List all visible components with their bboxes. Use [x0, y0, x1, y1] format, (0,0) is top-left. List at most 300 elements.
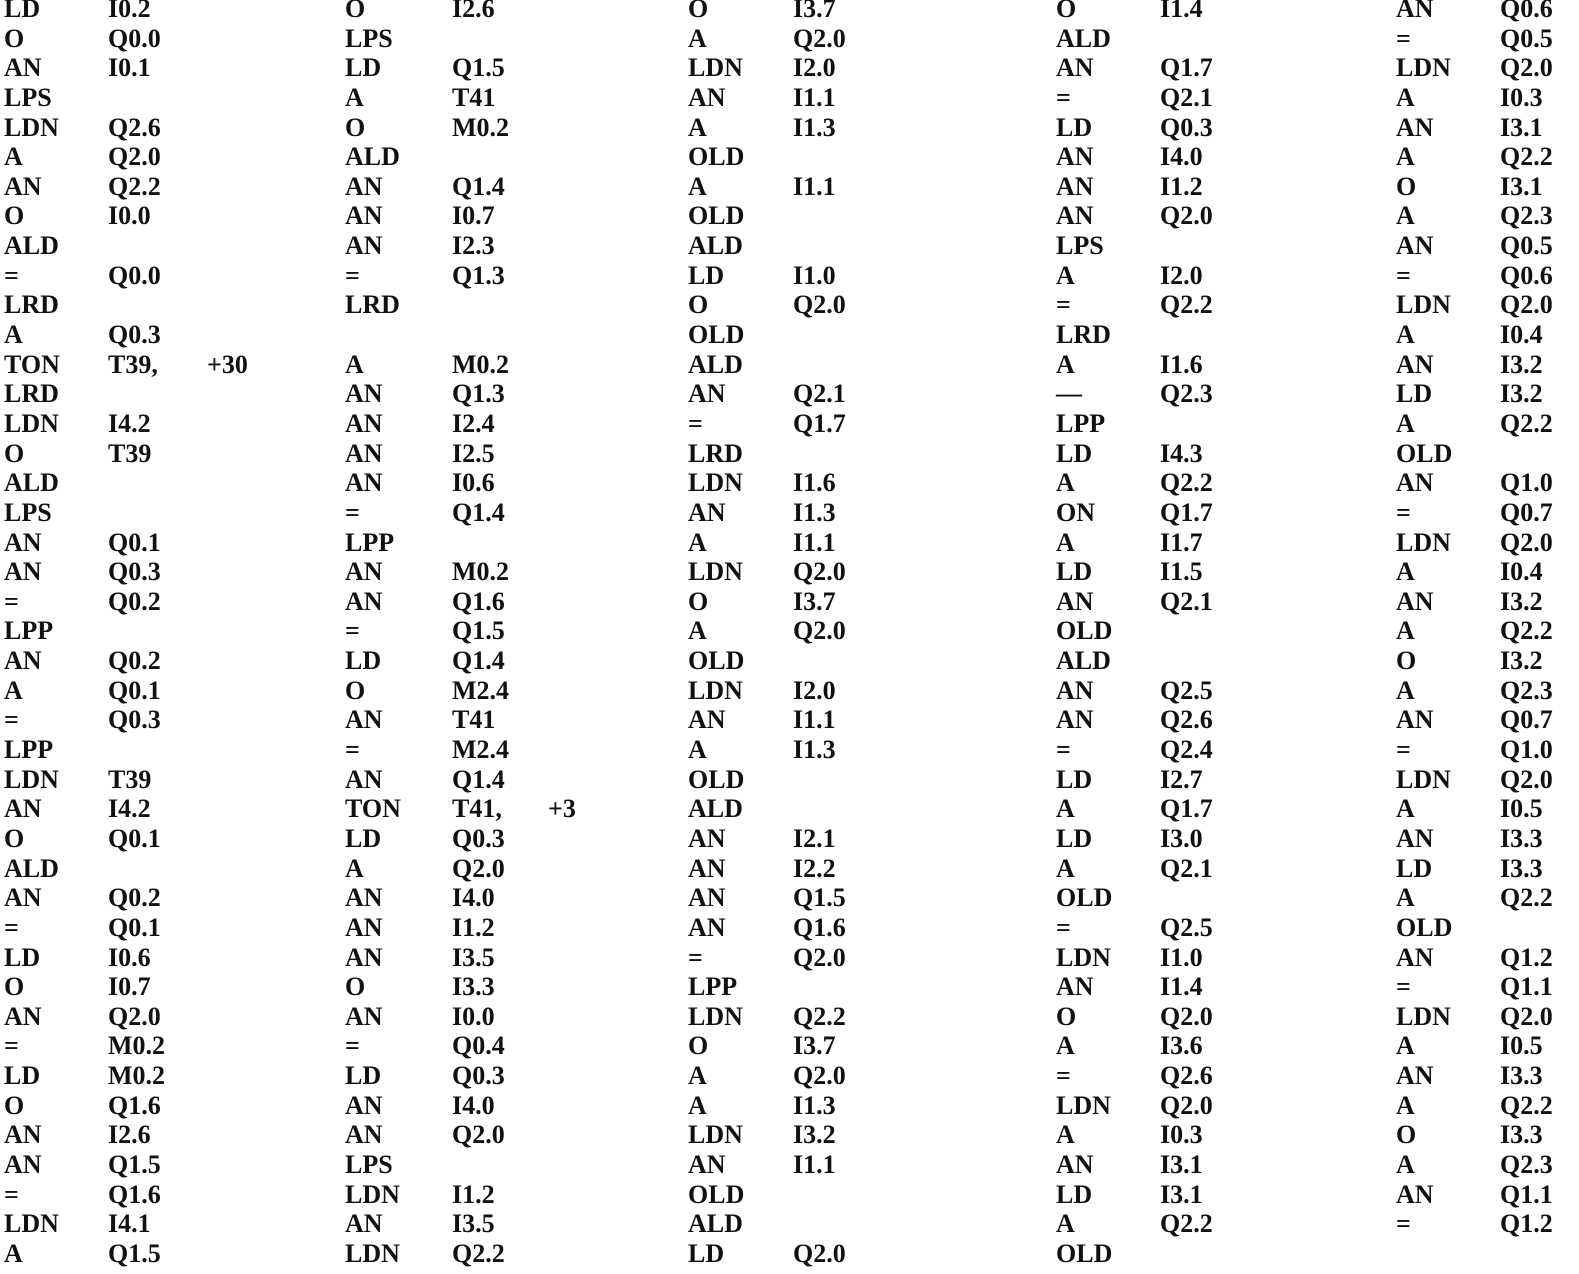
- instruction-mnemonic: AN: [1396, 231, 1434, 261]
- instruction-operand: I0.4: [1500, 320, 1543, 350]
- instruction-mnemonic: AN: [4, 557, 42, 587]
- instruction-operand: I3.1: [1500, 171, 1543, 201]
- instruction-mnemonic: =: [1396, 735, 1411, 765]
- instruction-operand: Q1.2: [1500, 942, 1553, 972]
- instruction-operand: Q1.3: [452, 260, 505, 290]
- instruction-mnemonic: ALD: [4, 468, 59, 498]
- instruction-mnemonic: AN: [1396, 349, 1434, 379]
- instruction-mnemonic: A: [1396, 794, 1415, 824]
- instruction-mnemonic: AN: [1396, 705, 1434, 735]
- instruction-mnemonic: A: [1396, 883, 1415, 913]
- instruction-operand: M0.2: [108, 1061, 166, 1091]
- instruction-operand: T41: [452, 705, 496, 735]
- instruction-operand: Q1.4: [452, 497, 505, 527]
- instruction-mnemonic: ALD: [688, 794, 743, 824]
- instruction-operand: I3.2: [793, 1120, 836, 1150]
- instruction-mnemonic: AN: [688, 1149, 726, 1179]
- instruction-mnemonic: OLD: [1056, 883, 1113, 913]
- instruction-operand: I1.3: [793, 1090, 836, 1120]
- instruction-mnemonic: A: [345, 349, 364, 379]
- instruction-mnemonic: ON: [1056, 497, 1095, 527]
- instruction-mnemonic: LDN: [1396, 527, 1451, 557]
- instruction-operand: I3.2: [1500, 646, 1543, 676]
- instruction-operand: I4.2: [108, 408, 151, 438]
- instruction-operand: Q1.7: [793, 408, 846, 438]
- instruction-mnemonic: A: [4, 1238, 23, 1268]
- instruction-operand: I2.6: [452, 0, 495, 23]
- instruction-mnemonic: =: [1056, 290, 1071, 320]
- instruction-mnemonic: LD: [1056, 557, 1093, 587]
- instruction-mnemonic: AN: [4, 883, 42, 913]
- instruction-operand: Q0.3: [108, 705, 161, 735]
- instruction-operand: I0.7: [452, 201, 495, 231]
- instruction-mnemonic: A: [4, 320, 23, 350]
- instruction-operand: Q2.2: [1500, 616, 1553, 646]
- instruction-operand: M2.4: [452, 735, 510, 765]
- instruction-mnemonic: ALD: [1056, 23, 1111, 53]
- instruction-mnemonic: AN: [688, 883, 726, 913]
- instruction-operand: Q0.6: [1500, 260, 1553, 290]
- instruction-mnemonic: A: [1056, 349, 1075, 379]
- instruction-mnemonic: O: [345, 675, 366, 705]
- instruction-mnemonic: O: [345, 112, 366, 142]
- instruction-mnemonic: OLD: [1056, 616, 1113, 646]
- instruction-operand: Q2.1: [793, 379, 846, 409]
- instruction-operand: I4.1: [108, 1209, 151, 1239]
- instruction-mnemonic: A: [1056, 468, 1075, 498]
- instruction-mnemonic: AN: [345, 1001, 383, 1031]
- instruction-mnemonic: =: [688, 408, 703, 438]
- instruction-mnemonic: AN: [688, 853, 726, 883]
- instruction-operand: I3.3: [1500, 823, 1543, 853]
- instruction-mnemonic: ALD: [1056, 646, 1111, 676]
- instruction-mnemonic: AN: [1056, 972, 1094, 1002]
- instruction-operand: Q2.1: [1160, 82, 1213, 112]
- instruction-mnemonic: A: [688, 1061, 707, 1091]
- instruction-mnemonic: =: [4, 912, 19, 942]
- instruction-operand: I1.2: [1160, 171, 1203, 201]
- instruction-operand: Q2.2: [1160, 1209, 1213, 1239]
- instruction-operand: Q1.5: [452, 616, 505, 646]
- instruction-mnemonic: LD: [345, 1061, 382, 1091]
- instruction-mnemonic: LDN: [1056, 942, 1111, 972]
- instruction-operand: Q0.3: [108, 557, 161, 587]
- instruction-operand: I3.1: [1500, 112, 1543, 142]
- instruction-operand: Q1.7: [1160, 53, 1213, 83]
- instruction-mnemonic: A: [688, 616, 707, 646]
- instruction-operand: Q1.4: [452, 764, 505, 794]
- instruction-mnemonic: O: [688, 0, 709, 23]
- instruction-mnemonic: LDN: [345, 1238, 400, 1268]
- instruction-mnemonic: A: [1396, 1031, 1415, 1061]
- instruction-mnemonic: A: [1056, 794, 1075, 824]
- instruction-operand: Q2.0: [1500, 1001, 1553, 1031]
- instruction-operand: I3.7: [793, 586, 836, 616]
- instruction-operand: I1.2: [452, 912, 495, 942]
- instruction-mnemonic: =: [4, 260, 19, 290]
- instruction-mnemonic: AN: [345, 171, 383, 201]
- instruction-operand: Q2.0: [1500, 764, 1553, 794]
- instruction-mnemonic: LDN: [688, 1001, 743, 1031]
- instruction-mnemonic: =: [4, 586, 19, 616]
- instruction-mnemonic: LD: [1396, 853, 1433, 883]
- instruction-operand: Q2.3: [1160, 379, 1213, 409]
- instruction-mnemonic: A: [1056, 853, 1075, 883]
- instruction-mnemonic: LRD: [4, 290, 59, 320]
- instruction-operand: Q0.3: [108, 320, 161, 350]
- instruction-operand: Q2.0: [452, 1120, 505, 1150]
- instruction-mnemonic: O: [688, 1031, 709, 1061]
- instruction-mnemonic: LPP: [4, 735, 54, 765]
- instruction-operand: Q2.0: [1160, 201, 1213, 231]
- instruction-operand: I0.5: [1500, 794, 1543, 824]
- instruction-operand: I1.1: [793, 171, 836, 201]
- instruction-operand: I2.1: [793, 823, 836, 853]
- instruction-mnemonic: =: [345, 616, 360, 646]
- instruction-mnemonic: LD: [1396, 379, 1433, 409]
- instruction-operand: Q2.2: [108, 171, 161, 201]
- instruction-operand: I0.5: [1500, 1031, 1543, 1061]
- instruction-operand: I0.7: [108, 972, 151, 1002]
- instruction-operand: Q2.5: [1160, 912, 1213, 942]
- instruction-mnemonic: LD: [4, 0, 41, 23]
- instruction-operand: I3.5: [452, 1209, 495, 1239]
- instruction-mnemonic: AN: [1396, 942, 1434, 972]
- instruction-operand: I2.0: [1160, 260, 1203, 290]
- instruction-operand: Q2.5: [1160, 675, 1213, 705]
- instruction-mnemonic: LDN: [688, 1120, 743, 1150]
- instruction-mnemonic: =: [1056, 1061, 1071, 1091]
- instruction-operand: Q1.5: [108, 1149, 161, 1179]
- instruction-mnemonic: OLD: [688, 646, 745, 676]
- instruction-mnemonic: AN: [4, 794, 42, 824]
- instruction-mnemonic: AN: [1056, 675, 1094, 705]
- instruction-mnemonic: =: [1056, 82, 1071, 112]
- instruction-mnemonic: AN: [345, 379, 383, 409]
- instruction-operand: I3.2: [1500, 379, 1543, 409]
- instruction-operand: I0.0: [108, 201, 151, 231]
- instruction-operand: T41,: [452, 794, 502, 824]
- instruction-operand: Q0.5: [1500, 231, 1553, 261]
- instruction-mnemonic: LD: [4, 942, 41, 972]
- instruction-mnemonic: LPP: [1056, 408, 1106, 438]
- instruction-operand: I2.0: [793, 675, 836, 705]
- instruction-operand: Q2.0: [108, 142, 161, 172]
- instruction-mnemonic: OLD: [688, 320, 745, 350]
- instruction-mnemonic: —: [1056, 379, 1082, 409]
- instruction-parameter: +3: [548, 794, 576, 824]
- instruction-mnemonic: LRD: [688, 438, 743, 468]
- instruction-mnemonic: =: [1056, 735, 1071, 765]
- instruction-operand: Q1.6: [108, 1179, 161, 1209]
- instruction-mnemonic: AN: [1056, 142, 1094, 172]
- instruction-mnemonic: O: [345, 0, 366, 23]
- instruction-operand: I3.2: [1500, 349, 1543, 379]
- instruction-operand: I3.7: [793, 1031, 836, 1061]
- instruction-operand: I1.1: [793, 1149, 836, 1179]
- instruction-operand: I2.4: [452, 408, 495, 438]
- instruction-operand: Q1.6: [793, 912, 846, 942]
- instruction-operand: M0.2: [108, 1031, 166, 1061]
- instruction-mnemonic: LPP: [688, 972, 738, 1002]
- instruction-operand: Q2.0: [793, 616, 846, 646]
- instruction-mnemonic: O: [1396, 1120, 1417, 1150]
- instruction-mnemonic: TON: [345, 794, 401, 824]
- instruction-operand: Q0.3: [452, 823, 505, 853]
- instruction-operand: Q0.0: [108, 23, 161, 53]
- instruction-operand: Q2.3: [1500, 201, 1553, 231]
- instruction-mnemonic: AN: [1056, 53, 1094, 83]
- instruction-operand: I1.6: [1160, 349, 1203, 379]
- instruction-operand: Q0.7: [1500, 497, 1553, 527]
- instruction-mnemonic: O: [1396, 646, 1417, 676]
- instruction-operand: Q1.5: [108, 1238, 161, 1268]
- instruction-mnemonic: LPS: [4, 497, 52, 527]
- instruction-mnemonic: A: [1396, 142, 1415, 172]
- instruction-mnemonic: A: [1056, 527, 1075, 557]
- instruction-operand: I0.6: [108, 942, 151, 972]
- instruction-operand: Q2.0: [793, 942, 846, 972]
- instruction-mnemonic: A: [1396, 557, 1415, 587]
- instruction-operand: I4.3: [1160, 438, 1203, 468]
- instruction-operand: Q2.6: [108, 112, 161, 142]
- instruction-mnemonic: AN: [345, 438, 383, 468]
- instruction-mnemonic: =: [688, 942, 703, 972]
- instruction-operand: Q0.1: [108, 527, 161, 557]
- instruction-mnemonic: LDN: [345, 1179, 400, 1209]
- instruction-operand: I1.1: [793, 527, 836, 557]
- instruction-mnemonic: =: [4, 1179, 19, 1209]
- instruction-operand: I3.3: [452, 972, 495, 1002]
- instruction-operand: I1.6: [793, 468, 836, 498]
- instruction-mnemonic: O: [4, 438, 25, 468]
- instruction-operand: Q2.2: [1160, 468, 1213, 498]
- instruction-mnemonic: LDN: [1396, 764, 1451, 794]
- instruction-operand: Q2.1: [1160, 853, 1213, 883]
- instruction-operand: Q0.1: [108, 675, 161, 705]
- instruction-mnemonic: A: [345, 82, 364, 112]
- instruction-operand: I0.4: [1500, 557, 1543, 587]
- instruction-operand: I3.7: [793, 0, 836, 23]
- instruction-mnemonic: LD: [1056, 438, 1093, 468]
- instruction-mnemonic: AN: [688, 82, 726, 112]
- instruction-operand: I3.3: [1500, 853, 1543, 883]
- instruction-mnemonic: LDN: [688, 53, 743, 83]
- instruction-operand: I3.1: [1160, 1149, 1203, 1179]
- instruction-mnemonic: LD: [345, 823, 382, 853]
- instruction-mnemonic: AN: [1396, 468, 1434, 498]
- instruction-mnemonic: LD: [1056, 112, 1093, 142]
- instruction-mnemonic: OLD: [688, 1179, 745, 1209]
- instruction-operand: Q2.4: [1160, 735, 1213, 765]
- instruction-mnemonic: LRD: [345, 290, 400, 320]
- instruction-operand: Q0.4: [452, 1031, 505, 1061]
- instruction-mnemonic: O: [1056, 1001, 1077, 1031]
- instruction-operand: M0.2: [452, 557, 510, 587]
- instruction-operand: Q1.6: [108, 1090, 161, 1120]
- instruction-operand: I1.7: [1160, 527, 1203, 557]
- instruction-mnemonic: A: [1056, 1031, 1075, 1061]
- instruction-operand: Q1.4: [452, 171, 505, 201]
- instruction-mnemonic: AN: [345, 586, 383, 616]
- instruction-operand: I3.6: [1160, 1031, 1203, 1061]
- instruction-operand: Q0.7: [1500, 705, 1553, 735]
- instruction-operand: Q0.6: [1500, 0, 1553, 23]
- instruction-mnemonic: O: [1396, 171, 1417, 201]
- instruction-mnemonic: LPP: [4, 616, 54, 646]
- instruction-mnemonic: A: [1056, 1209, 1075, 1239]
- instruction-operand: M0.2: [452, 349, 510, 379]
- instruction-mnemonic: LDN: [4, 112, 59, 142]
- instruction-operand: Q2.2: [1500, 1090, 1553, 1120]
- instruction-operand: I2.6: [108, 1120, 151, 1150]
- instruction-operand: Q1.6: [452, 586, 505, 616]
- instruction-mnemonic: =: [1396, 972, 1411, 1002]
- instruction-mnemonic: A: [688, 527, 707, 557]
- instruction-operand: I0.1: [108, 53, 151, 83]
- instruction-mnemonic: AN: [4, 527, 42, 557]
- instruction-operand: Q1.5: [452, 53, 505, 83]
- instruction-operand: M0.2: [452, 112, 510, 142]
- instruction-mnemonic: AN: [688, 912, 726, 942]
- instruction-mnemonic: A: [1396, 1090, 1415, 1120]
- instruction-operand: I0.0: [452, 1001, 495, 1031]
- instruction-mnemonic: LPS: [4, 82, 52, 112]
- instruction-operand: Q2.0: [1500, 290, 1553, 320]
- instruction-mnemonic: OLD: [688, 764, 745, 794]
- instruction-operand: Q1.1: [1500, 972, 1553, 1002]
- instruction-operand: I1.2: [452, 1179, 495, 1209]
- instruction-operand: Q0.1: [108, 823, 161, 853]
- instruction-operand: Q1.4: [452, 646, 505, 676]
- instruction-mnemonic: AN: [688, 705, 726, 735]
- instruction-operand: Q2.0: [1160, 1090, 1213, 1120]
- instruction-mnemonic: AN: [1396, 112, 1434, 142]
- instruction-mnemonic: A: [1396, 320, 1415, 350]
- instruction-mnemonic: LD: [345, 53, 382, 83]
- instruction-mnemonic: =: [4, 1031, 19, 1061]
- instruction-operand: Q2.2: [1500, 408, 1553, 438]
- instruction-operand: I4.0: [452, 883, 495, 913]
- instruction-mnemonic: LD: [1056, 823, 1093, 853]
- instruction-mnemonic: AN: [688, 379, 726, 409]
- instruction-mnemonic: AN: [1396, 0, 1434, 23]
- instruction-mnemonic: A: [1396, 675, 1415, 705]
- instruction-mnemonic: OLD: [1056, 1238, 1113, 1268]
- instruction-mnemonic: AN: [4, 171, 42, 201]
- instruction-operand: Q2.2: [1500, 142, 1553, 172]
- instruction-operand: Q1.2: [1500, 1209, 1553, 1239]
- instruction-mnemonic: AN: [688, 823, 726, 853]
- instruction-operand: Q2.0: [1500, 527, 1553, 557]
- instruction-mnemonic: =: [1396, 23, 1411, 53]
- instruction-mnemonic: AN: [345, 705, 383, 735]
- instruction-mnemonic: A: [1396, 201, 1415, 231]
- instruction-operand: I3.3: [1500, 1120, 1543, 1150]
- instruction-operand: Q2.0: [1500, 53, 1553, 83]
- instruction-mnemonic: A: [4, 142, 23, 172]
- instruction-operand: Q2.0: [1160, 1001, 1213, 1031]
- instruction-mnemonic: A: [688, 23, 707, 53]
- instruction-mnemonic: =: [345, 497, 360, 527]
- instruction-mnemonic: OLD: [1396, 438, 1453, 468]
- instruction-mnemonic: AN: [1056, 586, 1094, 616]
- instruction-mnemonic: O: [1056, 0, 1077, 23]
- instruction-mnemonic: A: [345, 853, 364, 883]
- instruction-operand: Q2.0: [793, 290, 846, 320]
- instruction-operand: I1.1: [793, 82, 836, 112]
- instruction-mnemonic: AN: [1056, 201, 1094, 231]
- instruction-operand: Q2.6: [1160, 1061, 1213, 1091]
- instruction-mnemonic: =: [1396, 260, 1411, 290]
- instruction-operand: Q2.3: [1500, 675, 1553, 705]
- instruction-mnemonic: LDN: [688, 468, 743, 498]
- instruction-mnemonic: O: [4, 1090, 25, 1120]
- instruction-mnemonic: A: [1396, 82, 1415, 112]
- instruction-mnemonic: O: [4, 201, 25, 231]
- instruction-mnemonic: AN: [345, 1120, 383, 1150]
- instruction-mnemonic: A: [688, 735, 707, 765]
- instruction-mnemonic: LDN: [1056, 1090, 1111, 1120]
- instruction-mnemonic: =: [1396, 497, 1411, 527]
- instruction-mnemonic: A: [688, 171, 707, 201]
- instruction-operand: I2.0: [793, 53, 836, 83]
- instruction-mnemonic: A: [1396, 408, 1415, 438]
- instruction-operand: I3.0: [1160, 823, 1203, 853]
- instruction-operand: Q0.2: [108, 586, 161, 616]
- instruction-operand: Q1.3: [452, 379, 505, 409]
- instruction-mnemonic: AN: [4, 646, 42, 676]
- instruction-mnemonic: AN: [345, 883, 383, 913]
- instruction-operand: I1.3: [793, 497, 836, 527]
- instruction-operand: I2.5: [452, 438, 495, 468]
- instruction-operand: Q2.2: [1160, 290, 1213, 320]
- instruction-operand: Q2.0: [793, 1061, 846, 1091]
- instruction-mnemonic: A: [1056, 1120, 1075, 1150]
- instruction-mnemonic: A: [688, 112, 707, 142]
- instruction-mnemonic: O: [688, 290, 709, 320]
- instruction-operand: Q0.5: [1500, 23, 1553, 53]
- instruction-operand: Q2.0: [793, 1238, 846, 1268]
- instruction-mnemonic: OLD: [688, 142, 745, 172]
- instruction-operand: T39: [108, 764, 152, 794]
- instruction-mnemonic: AN: [345, 912, 383, 942]
- instruction-mnemonic: LDN: [4, 764, 59, 794]
- instruction-operand: I1.1: [793, 705, 836, 735]
- instruction-mnemonic: AN: [345, 468, 383, 498]
- instruction-mnemonic: ALD: [688, 231, 743, 261]
- instruction-mnemonic: LD: [688, 260, 725, 290]
- instruction-mnemonic: LDN: [688, 675, 743, 705]
- instruction-mnemonic: LD: [688, 1238, 725, 1268]
- instruction-mnemonic: A: [688, 1090, 707, 1120]
- instruction-operand: I1.5: [1160, 557, 1203, 587]
- instruction-operand: Q0.1: [108, 912, 161, 942]
- instruction-mnemonic: AN: [4, 1001, 42, 1031]
- instruction-operand: Q1.5: [793, 883, 846, 913]
- instruction-operand: I0.6: [452, 468, 495, 498]
- instruction-operand: I4.2: [108, 794, 151, 824]
- instruction-mnemonic: =: [1396, 1209, 1411, 1239]
- instruction-mnemonic: AN: [4, 53, 42, 83]
- instruction-operand: Q2.0: [793, 23, 846, 53]
- instruction-operand: Q2.0: [452, 853, 505, 883]
- instruction-operand: I0.3: [1500, 82, 1543, 112]
- instruction-operand: Q1.7: [1160, 794, 1213, 824]
- instruction-operand: Q0.3: [452, 1061, 505, 1091]
- instruction-mnemonic: AN: [345, 201, 383, 231]
- instruction-mnemonic: AN: [345, 1090, 383, 1120]
